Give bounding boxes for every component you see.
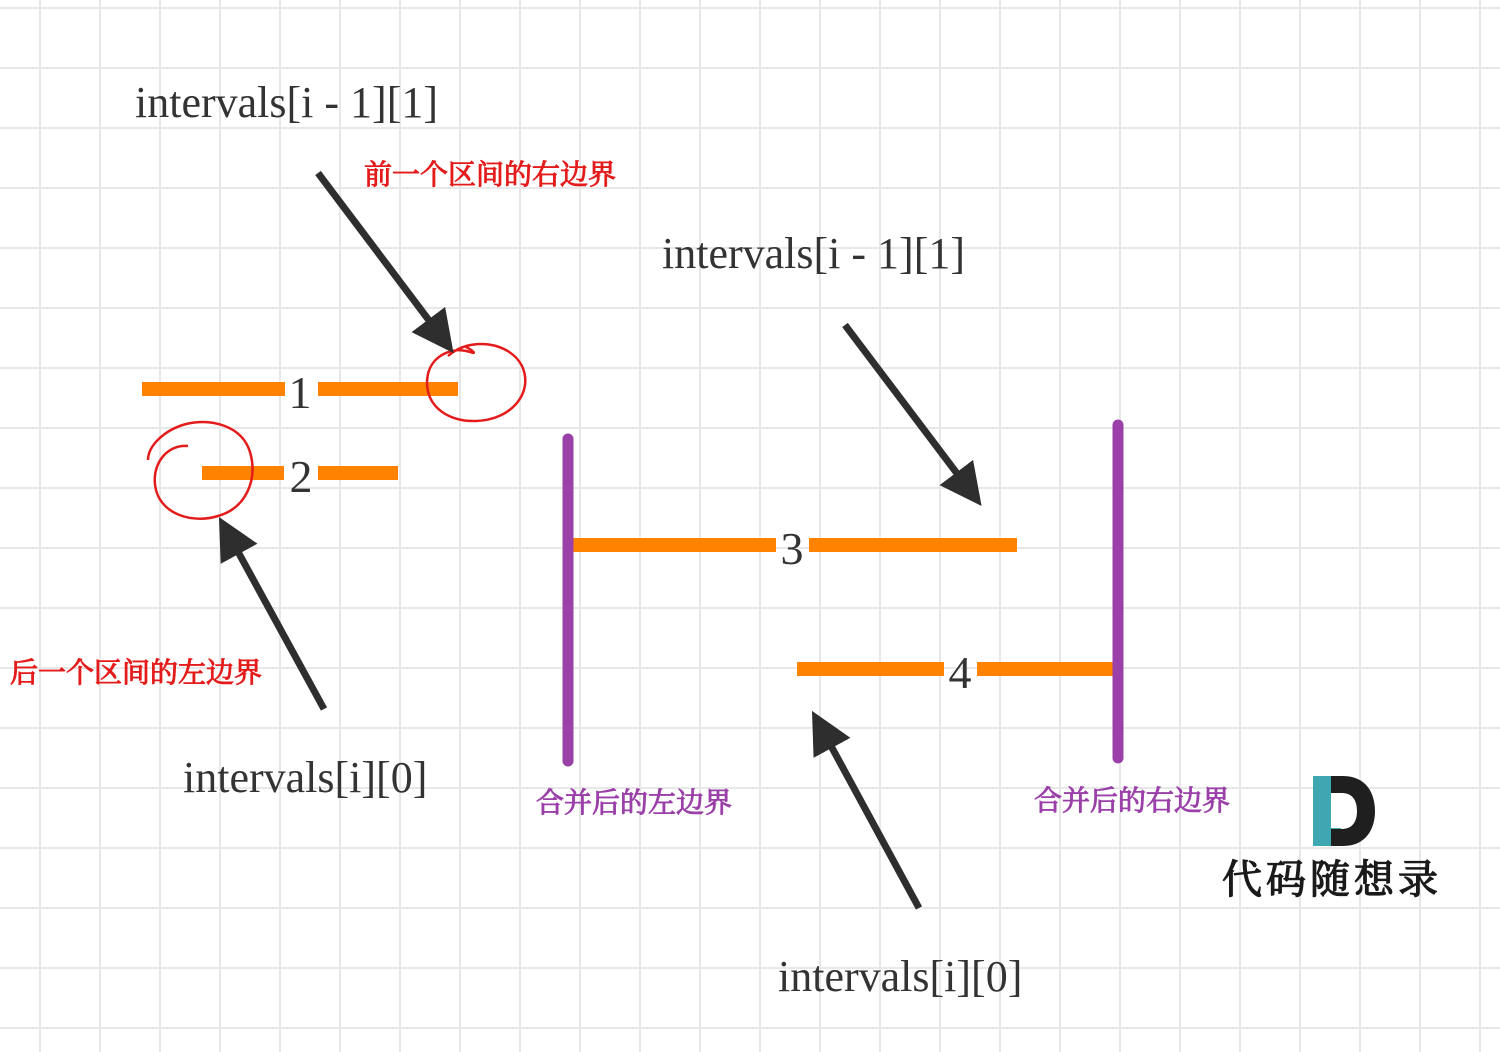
interval-3	[572, 523, 1017, 574]
logo-name: 代码随想录	[1222, 856, 1442, 903]
note-next-left-boundary: 后一个区间的左边界	[10, 656, 263, 689]
interval-4-label: 4	[948, 647, 972, 698]
interval-4	[797, 647, 1113, 698]
logo	[1222, 776, 1442, 903]
interval-2	[202, 451, 398, 502]
interval-2-label: 2	[289, 451, 313, 502]
formula-prev-right-right: intervals[i - 1][1]	[662, 229, 965, 278]
interval-3-label: 3	[780, 523, 804, 574]
formula-curr-left-right: intervals[i][0]	[778, 952, 1023, 1001]
arrow-to-interval-4-left-end	[818, 722, 919, 908]
formula-prev-right-left: intervals[i - 1][1]	[135, 78, 438, 127]
arrow-to-prev-right-boundary	[318, 173, 446, 343]
note-prev-right-boundary: 前一个区间的右边界	[364, 158, 617, 191]
note-merged-left-boundary: 合并后的左边界	[536, 786, 733, 819]
formula-curr-left-left: intervals[i][0]	[183, 753, 428, 802]
interval-1	[142, 367, 458, 418]
arrow-to-interval-3-right-end	[845, 325, 974, 496]
note-merged-right-boundary: 合并后的右边界	[1034, 784, 1231, 817]
interval-1-label: 1	[288, 367, 312, 418]
logo-d-icon	[1313, 776, 1375, 846]
